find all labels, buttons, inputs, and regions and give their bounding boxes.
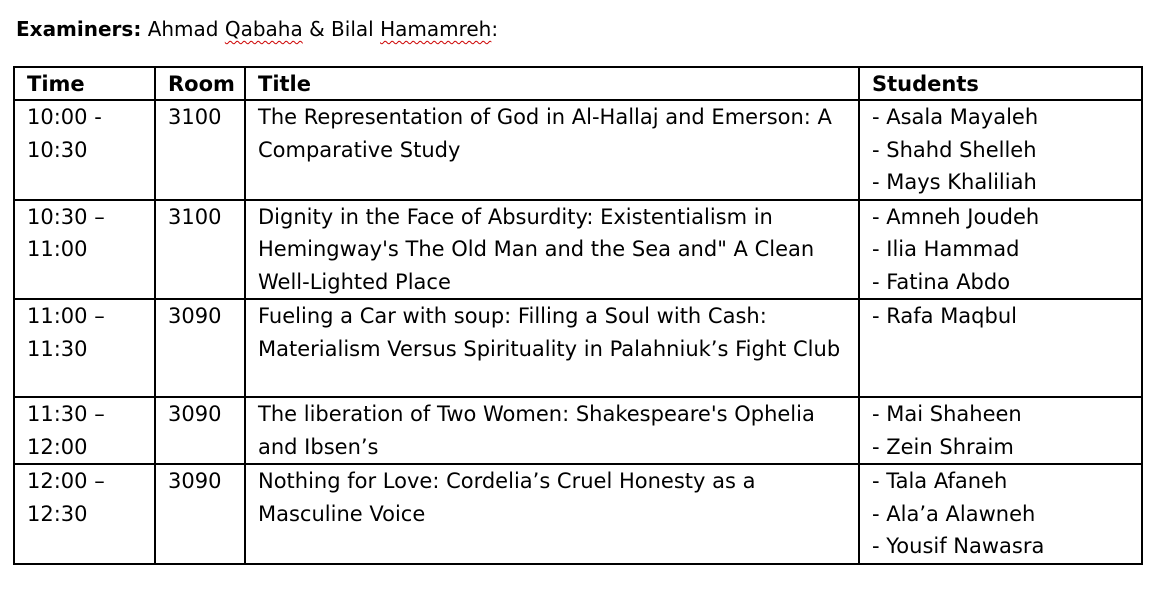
students-list (872, 201, 1137, 299)
examiners-name-1-first: Ahmad (147, 17, 225, 41)
student-name: - Zein Shraim (872, 434, 1014, 459)
title-cell: Dignity in the Face of Absurdity: Existentialism in Hemingway's The Old Man and the Sea and" A Clean Well-Lighted Place (245, 200, 859, 300)
students-list (872, 398, 1137, 463)
examiners-name-1-last: Qabaha (224, 17, 303, 41)
room-cell: 3100 (155, 100, 245, 200)
examiners-label: Examiners: (16, 17, 142, 41)
student-name: - Mai Shaheen (872, 402, 1022, 426)
student-name: - Shahd Shelleh (872, 137, 1037, 162)
students-list (872, 101, 1137, 199)
column-header-room: Room (155, 67, 245, 100)
time-cell (14, 299, 155, 397)
time-line: 10:30 – (27, 204, 105, 229)
table-row (14, 397, 1142, 464)
room-cell: 3090 (155, 299, 245, 397)
students-list (872, 465, 1137, 563)
student-name: - Asala Mayaleh (872, 105, 1039, 129)
title-cell: Fueling a Car with soup: Filling a Soul with Cash: Materialism Versus Spirituality in Palahniuk’s Fight Club (245, 299, 859, 397)
time-cell (14, 464, 155, 564)
student-name: - Fatina Abdo (872, 269, 1011, 294)
time-line: 12:00 – (27, 469, 105, 493)
table-body (14, 100, 1142, 564)
column-header-title: Title (245, 67, 859, 100)
examiners-trailing: : (491, 17, 499, 41)
title-cell: The Representation of God in Al-Hallaj and Emerson: A Comparative Study (245, 100, 859, 200)
student-name: - Amneh Joudeh (872, 204, 1040, 229)
table-row (14, 299, 1142, 397)
room-cell: 3090 (155, 397, 245, 464)
time-cell (14, 397, 155, 464)
students-cell (859, 397, 1142, 464)
time-cell (14, 100, 155, 200)
examiners-name-2-last: Hamamreh (380, 17, 492, 41)
student-name: - Mays Khaliliah (872, 170, 1037, 194)
time-line: 11:30 (27, 336, 88, 361)
student-name: - Yousif Nawasra (872, 534, 1045, 558)
examiners-line (16, 14, 498, 44)
time-line: 12:00 (27, 434, 88, 459)
student-name: - Rafa Maqbul (872, 304, 1017, 328)
student-name: - Ilia Hammad (872, 237, 1020, 261)
schedule-table (13, 66, 1143, 565)
students-list (872, 300, 1137, 333)
students-cell (859, 464, 1142, 564)
room-cell: 3090 (155, 464, 245, 564)
students-cell (859, 200, 1142, 300)
time-line: 11:30 – (27, 402, 105, 426)
time-line: 11:00 (27, 237, 88, 261)
students-cell (859, 100, 1142, 200)
student-name: - Tala Afaneh (872, 469, 1008, 493)
time-line: 10:30 (27, 137, 88, 162)
time-line: 11:00 – (27, 304, 105, 328)
column-header-time: Time (14, 67, 155, 100)
table-row (14, 100, 1142, 200)
time-line: 12:30 (27, 501, 88, 526)
table-row (14, 200, 1142, 300)
time-cell (14, 200, 155, 300)
students-cell (859, 299, 1142, 397)
table-row (14, 464, 1142, 564)
time-line: 10:00 - (27, 105, 102, 129)
room-cell: 3100 (155, 200, 245, 300)
column-header-students: Students (859, 67, 1142, 100)
title-cell: Nothing for Love: Cordelia’s Cruel Honesty as a Masculine Voice (245, 464, 859, 564)
table-header-row (14, 67, 1142, 100)
title-cell: The liberation of Two Women: Shakespeare's Ophelia and Ibsen’s (245, 397, 859, 464)
student-name: - Ala’a Alawneh (872, 501, 1036, 526)
examiners-joiner: & Bilal (302, 17, 381, 41)
